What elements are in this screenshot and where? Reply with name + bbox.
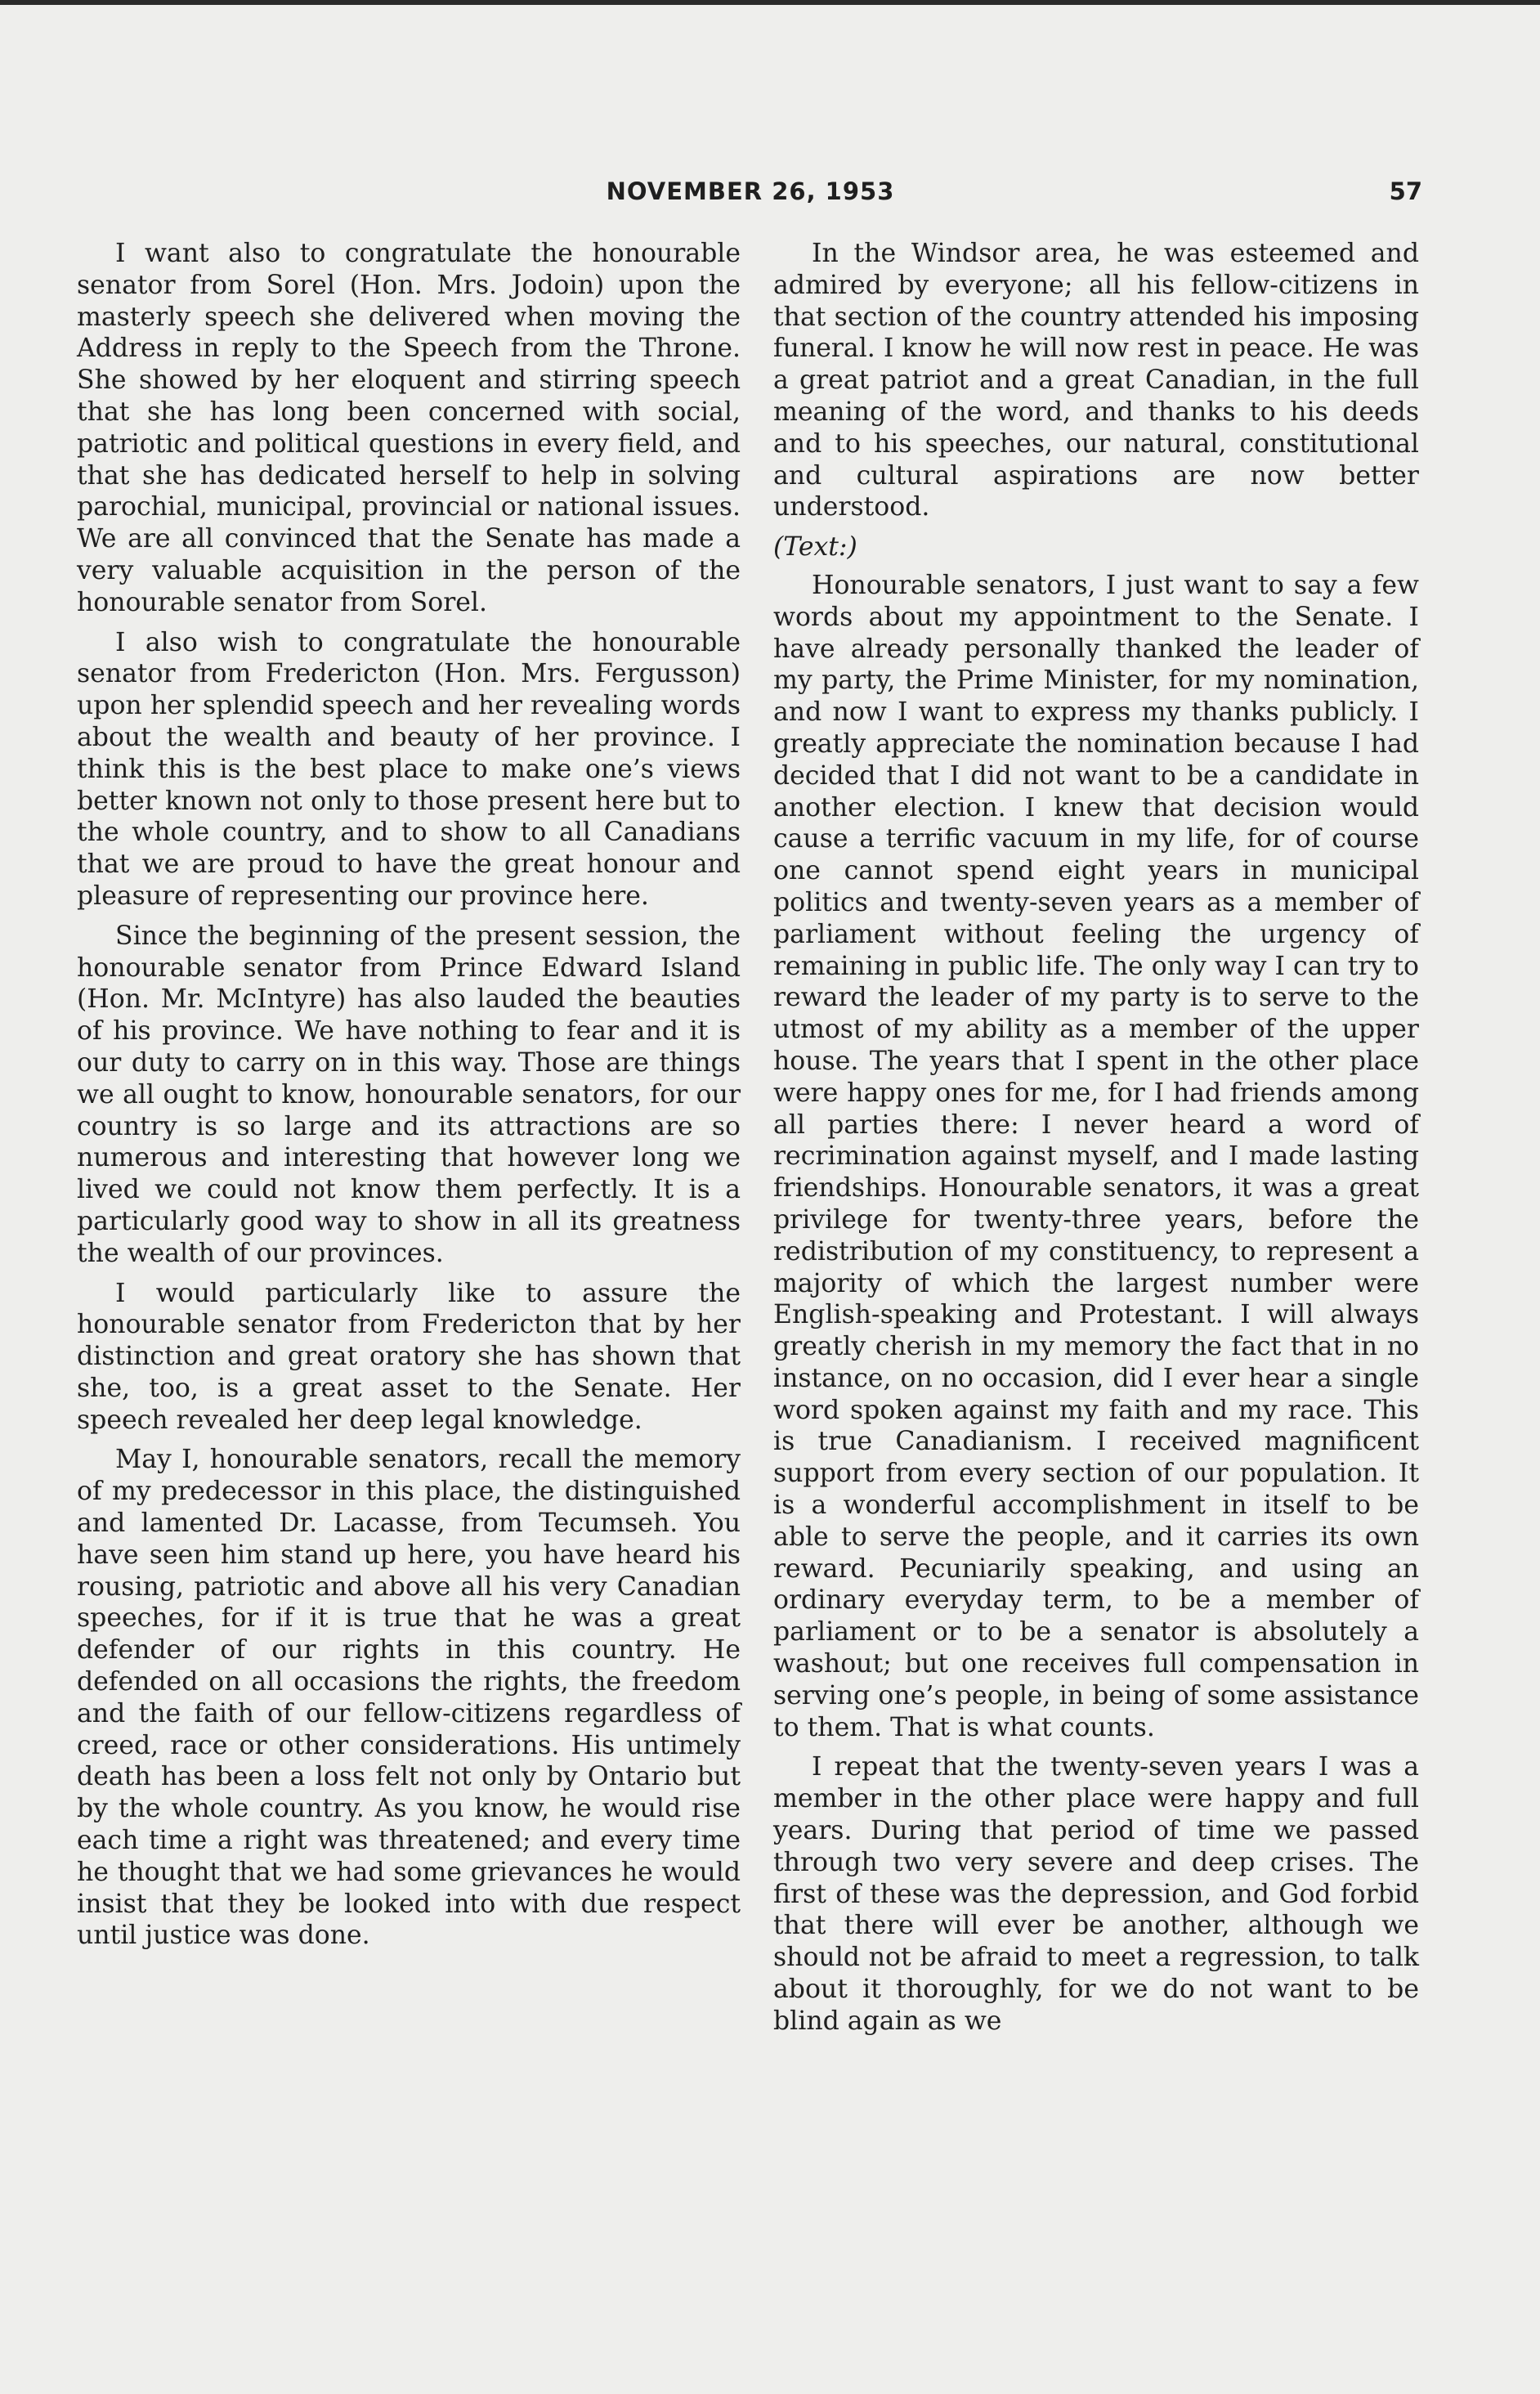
paragraph: I repeat that the twenty-seven years I was a member in the other place were happy and full years. During that period of time we passed through two very severe and deep crises. The first of these was the depression, and God forbid that there will ever be another, although we should not be afraid to meet a regression, to talk about it thoroughly, for we do not want to be blind again as we [773, 1752, 1419, 2036]
running-head: NOVEMBER 26, 1953 [606, 177, 895, 205]
paragraph: In the Windsor area, he was esteemed and admired by everyone; all his fellow-citizens in that section of the country attended his imposing funeral. I know he will now rest in peace. He was a great patriot and a great Canadian, in the full meaning of the word, and thanks to his deeds and to his speeches, our natural, constitutional and cultural aspirations are now better understood. [773, 239, 1419, 522]
paragraph: I want also to congratulate the honourable senator from Sorel (Hon. Mrs. Jodoin) upon the masterly speech she delivered when moving the Address in reply to the Speech from the Throne. She showed by her eloquent and stirring speech that she has long been concerned with social, patriotic and political questions in every field, and that she has dedicated herself to help in solving parochial, municipal, provincial or national issues. We are all convinced that the Senate has made a very valuable acquisition in the person of the honourable senator from Sorel. [77, 239, 741, 617]
paragraph: May I, honourable senators, recall the memory of my predecessor in this place, the distinguished and lamented Dr. Lacasse, from Tecumseh. You have seen him stand up here, you have heard his rousing, patriotic and above all his very Canadian speeches, for if it is true that he was a great defender of our rights in this country. He defended on all occasions the rights, the freedom and the faith of our fellow-citizens regardless of creed, race or other considerations. His untimely death has been a loss felt not only by Ontario but by the whole country. As you know, he would rise each time a right was threatened; and every time he thought that we had some grievances he would insist that they be looked into with due respect until justice was done. [77, 1445, 741, 1951]
left-column [77, 238, 741, 1952]
paragraph: I also wish to congratulate the honourable senator from Fredericton (Hon. Mrs. Fergusson) upon her splendid speech and her revealing words about the wealth and beauty of her province. I think this is the best place to make one’s views better known not only to those present here but to the whole country, and to show to all Canadians that we are proud to have the great honour and pleasure of representing our province here. [77, 627, 741, 911]
paragraph: Since the beginning of the present session, the honourable senator from Prince Edward Island (Hon. Mr. McIntyre) has also lauded the beauties of his province. We have nothing to fear and it is our duty to carry on in this way. Those are things we all ought to know, honourable senators, for our country is so large and its attractions are so numerous and interesting that however long we lived we could not know them perfectly. It is a particularly good way to show in all its greatness the wealth of our provinces. [77, 921, 741, 1268]
scan-top-edge [0, 0, 1540, 5]
page-header [78, 177, 1422, 210]
page-number: 57 [1389, 177, 1422, 205]
paragraph: I would particularly like to assure the honourable senator from Fredericton that by her distinction and great oratory she has shown that she, too, is a great asset to the Senate. Her speech revealed her deep legal knowledge. [77, 1278, 741, 1435]
section-label: (Text:) [773, 532, 857, 563]
right-column [773, 238, 1419, 2038]
paragraph: Honourable senators, I just want to say a few words about my appointment to the Senate. I have already personally thanked the leader of my party, the Prime Minister, for my nomination, and now I want to express my thanks publicly. I greatly appreciate the nomination because I had decided that I did not want to be a candidate in another election. I knew that decision would cause a terrific vacuum in my life, for of course one cannot spend eight years in municipal politics and twenty-seven years as a member of parliament without feeling the urgency of remaining in public life. The only way I can try to reward the leader of my party is to serve to the utmost of my ability as a member of the upper house. The years that I spent in the other place were happy ones for me, for I had friends among all parties there: I never heard a word of recrimination against myself, and I made lasting friendships. Honourable senators, it was a great privilege for twenty-three years, before the redistribution of my constituency, to represent a majority of which the largest number were English-speaking and Protestant. I will always greatly cherish in my memory the fact that in no instance, on no occasion, did I ever hear a single word spoken against my faith and my race. This is true Canadianism. I received magnificent support from every section of our population. It is a wonderful accomplishment in itself to be able to serve the people, and it carries its own reward. Pecuniarily speaking, and using an ordinary everyday term, to be a member of parliament or to be a senator is absolutely a washout; but one receives full compensation in serving one’s people, in being of some assistance to them. That is what counts. [773, 570, 1419, 1742]
